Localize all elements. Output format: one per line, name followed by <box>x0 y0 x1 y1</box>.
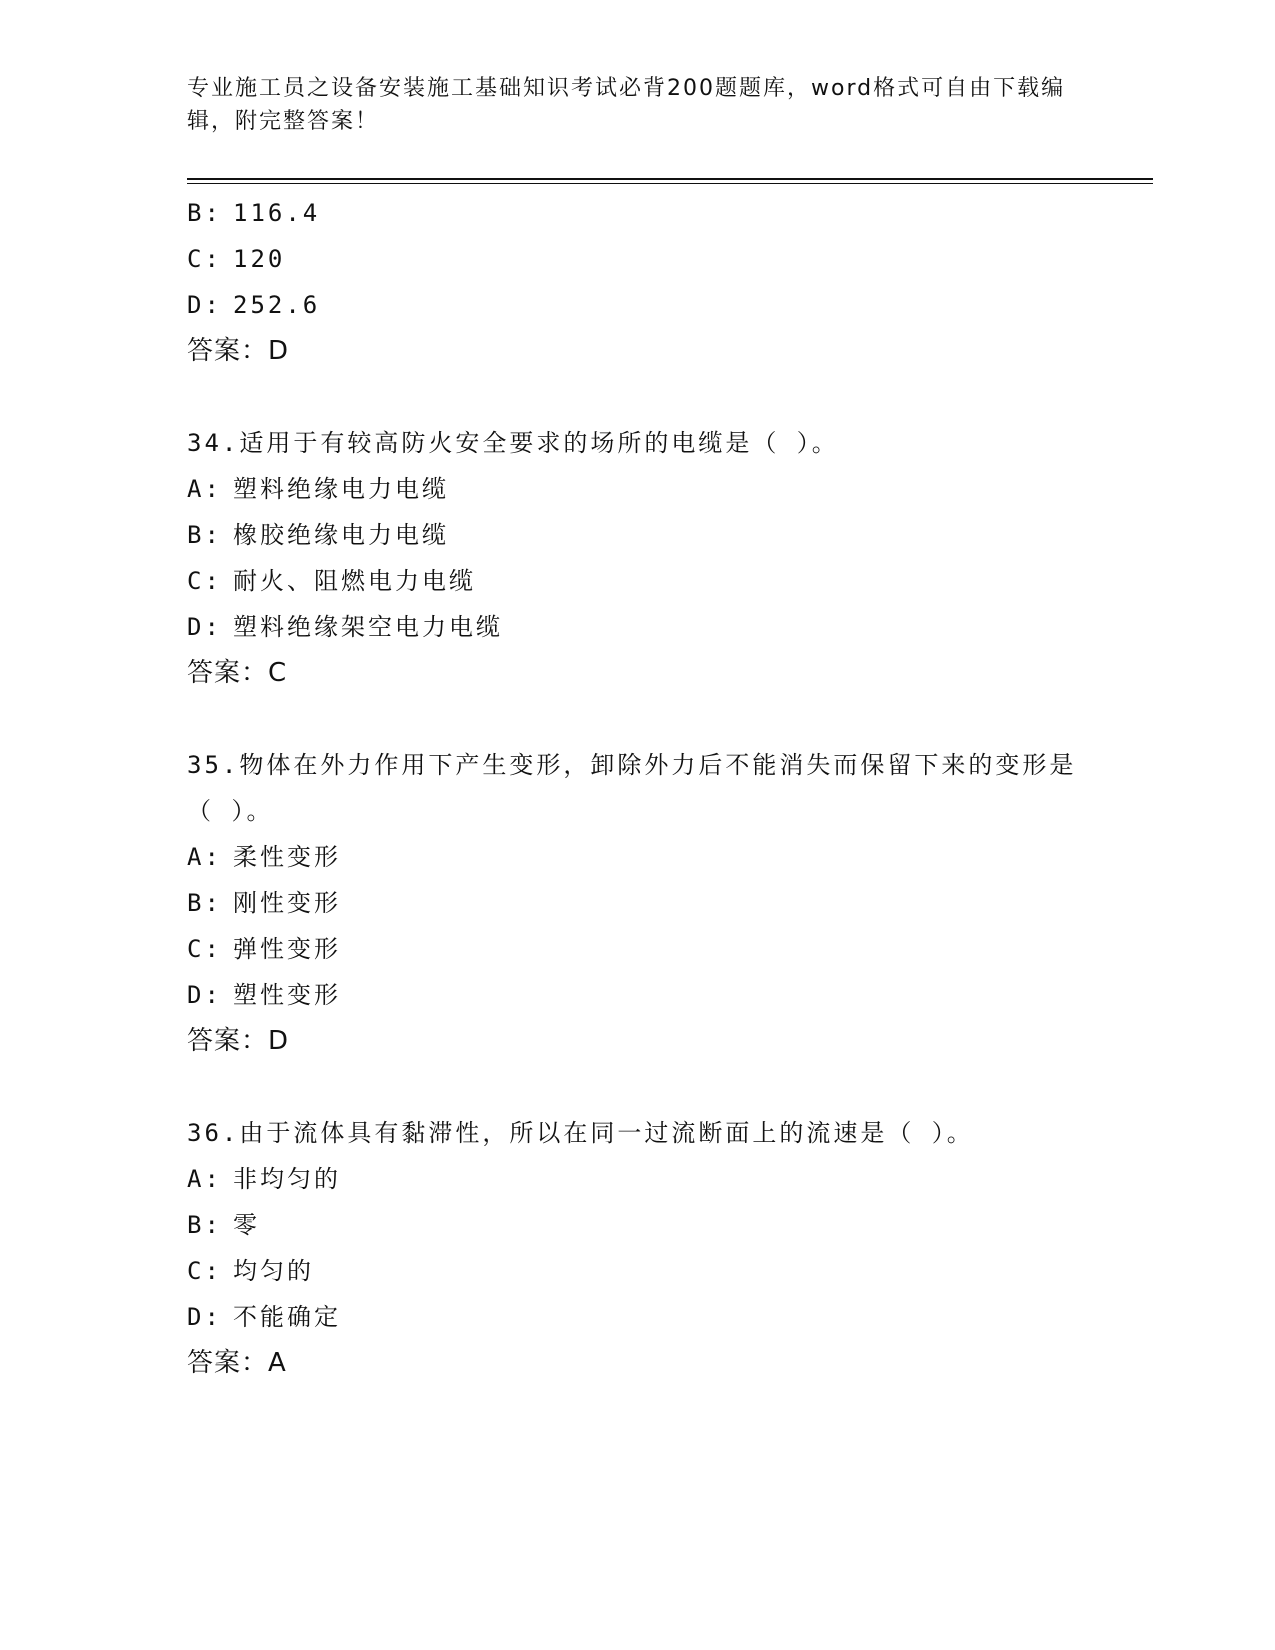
question-stem: 36.由于流体具有黏滞性，所以在同一过流断面上的流速是（ ）。 <box>187 1119 974 1147</box>
option-d: D: 塑性变形 <box>187 981 341 1009</box>
header-title: 专业施工员之设备安装施工基础知识考试必背200题题库，word格式可自由下载编辑，附完整答案！ <box>187 76 1066 134</box>
option-a: A: 柔性变形 <box>187 843 341 871</box>
spacer <box>187 696 1087 742</box>
option-d: D: 塑料绝缘架空电力电缆 <box>187 613 503 641</box>
option-b: B: 橡胶绝缘电力电缆 <box>187 521 449 549</box>
question-35 <box>187 742 1087 1064</box>
option-c: C: 120 <box>187 245 286 273</box>
header-rule-thick <box>187 178 1153 180</box>
option-b: B: 零 <box>187 1211 260 1239</box>
spacer <box>187 374 1087 420</box>
option-d: D: 不能确定 <box>187 1303 341 1331</box>
option-b: B: 116.4 <box>187 199 321 227</box>
answer-line: 答案：C <box>187 658 288 688</box>
option-a: A: 塑料绝缘电力电缆 <box>187 475 449 503</box>
answer-line: 答案：D <box>187 1026 290 1056</box>
document-header <box>187 72 1067 138</box>
option-c: C: 弹性变形 <box>187 935 341 963</box>
option-b: B: 刚性变形 <box>187 889 341 917</box>
question-stem: 35.物体在外力作用下产生变形，卸除外力后不能消失而保留下来的变形是（ ）。 <box>187 751 1077 825</box>
answer-line: 答案：D <box>187 336 290 366</box>
question-34 <box>187 420 1087 696</box>
question-36 <box>187 1110 1087 1386</box>
answer-line: 答案：A <box>187 1348 287 1378</box>
question-stem: 34.适用于有较高防火安全要求的场所的电缆是（ ）。 <box>187 429 839 457</box>
prev-question-tail <box>187 190 1087 374</box>
spacer <box>187 1064 1087 1110</box>
option-c: C: 均匀的 <box>187 1257 314 1285</box>
header-rule-thin <box>187 183 1153 184</box>
option-c: C: 耐火、阻燃电力电缆 <box>187 567 476 595</box>
question-list <box>187 190 1087 1386</box>
option-a: A: 非均匀的 <box>187 1165 341 1193</box>
option-d: D: 252.6 <box>187 291 321 319</box>
